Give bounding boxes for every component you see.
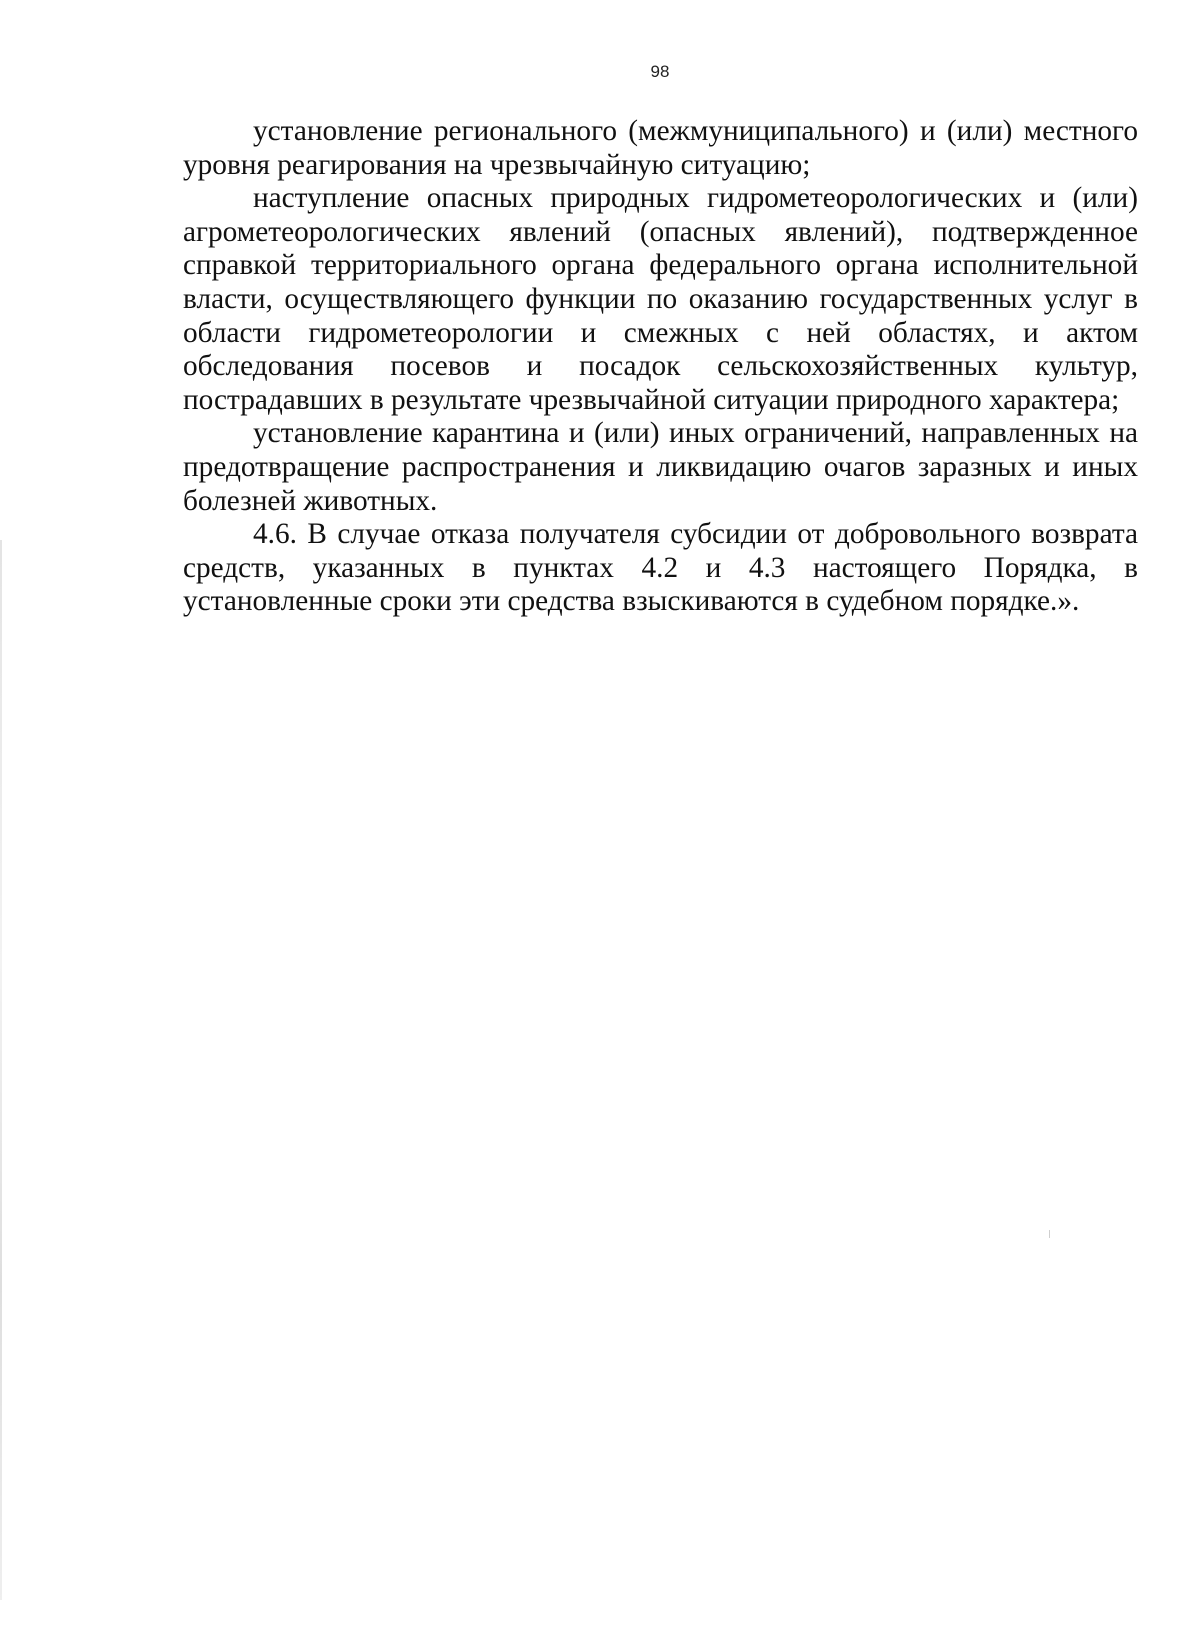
document-body — [183, 115, 1138, 619]
paragraph-4-6-court-recovery: 4.6. В случае отказа получателя субсидии от добровольного возврата средств, указанных в пунктах 4.2 и 4.3 настоящего Порядка, в установленные сроки эти средства взыскиваются в судебном порядке.». — [183, 518, 1138, 618]
paragraph-quarantine-restrictions: установление карантина и (или) иных ограничений, направленных на предотвращение распространения и ликвидацию очагов заразных и иных болезней животных. — [183, 417, 1138, 517]
paragraph-hazardous-weather-events: наступление опасных природных гидрометеорологических и (или) агрометеорологических явлений (опасных явлений), подтвержденное справкой территориального органа федерального органа исполнительной власти, осуществляющего функции по оказанию государственных услуг в области гидрометеорологии и смежных с ней областях, и актом обследования посевов и посадок сельскохозяйственных культур, пострадавших в результате чрезвычайной ситуации природного характера; — [183, 182, 1138, 416]
scan-speck — [1049, 1230, 1050, 1238]
scan-edge-shadow — [0, 540, 2, 1600]
page-number: 98 — [650, 62, 670, 81]
paragraph-regional-emergency-level: установление регионального (межмуниципального) и (или) местного уровня реагирования на чрезвычайную ситуацию; — [183, 115, 1138, 181]
